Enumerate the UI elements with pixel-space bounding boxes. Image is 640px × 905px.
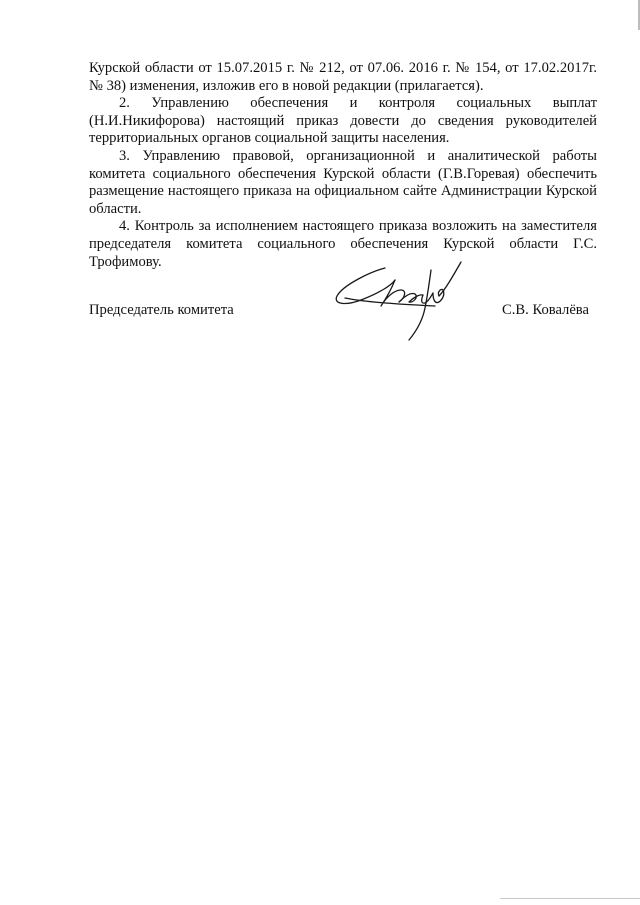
paragraph-continuation: Курской области от 15.07.2015 г. № 212, от 07.06. 2016 г. № 154, от 17.02.2017г. № 38) изменения, изложив его в новой редакции (прилагается). bbox=[89, 60, 597, 94]
signature-block bbox=[89, 301, 597, 325]
signatory-position: Председатель комитета bbox=[89, 302, 234, 318]
signatory-name: С.В. Ковалёва bbox=[502, 302, 589, 318]
paragraph-item-4: 4. Контроль за исполнением настоящего приказа возложить на заместителя председателя комитета социального обеспечения Курской области Г.С. Трофимову. bbox=[89, 218, 597, 270]
paragraph-item-3: 3. Управлению правовой, организационной и аналитической работы комитета социального обеспечения Курской области (Г.В.Горевая) обеспечить размещение настоящего приказа на официальном сайте Администрации Курской области. bbox=[89, 147, 597, 217]
paragraph-item-2: 2. Управлению обеспечения и контроля социальных выплат (Н.И.Никифорова) настоящий приказ довести до сведения руководителей территориальных органов социальной защиты населения. bbox=[89, 95, 597, 147]
scan-edge-line bbox=[500, 898, 640, 899]
document-body bbox=[89, 60, 597, 271]
handwritten-signature bbox=[325, 250, 475, 345]
